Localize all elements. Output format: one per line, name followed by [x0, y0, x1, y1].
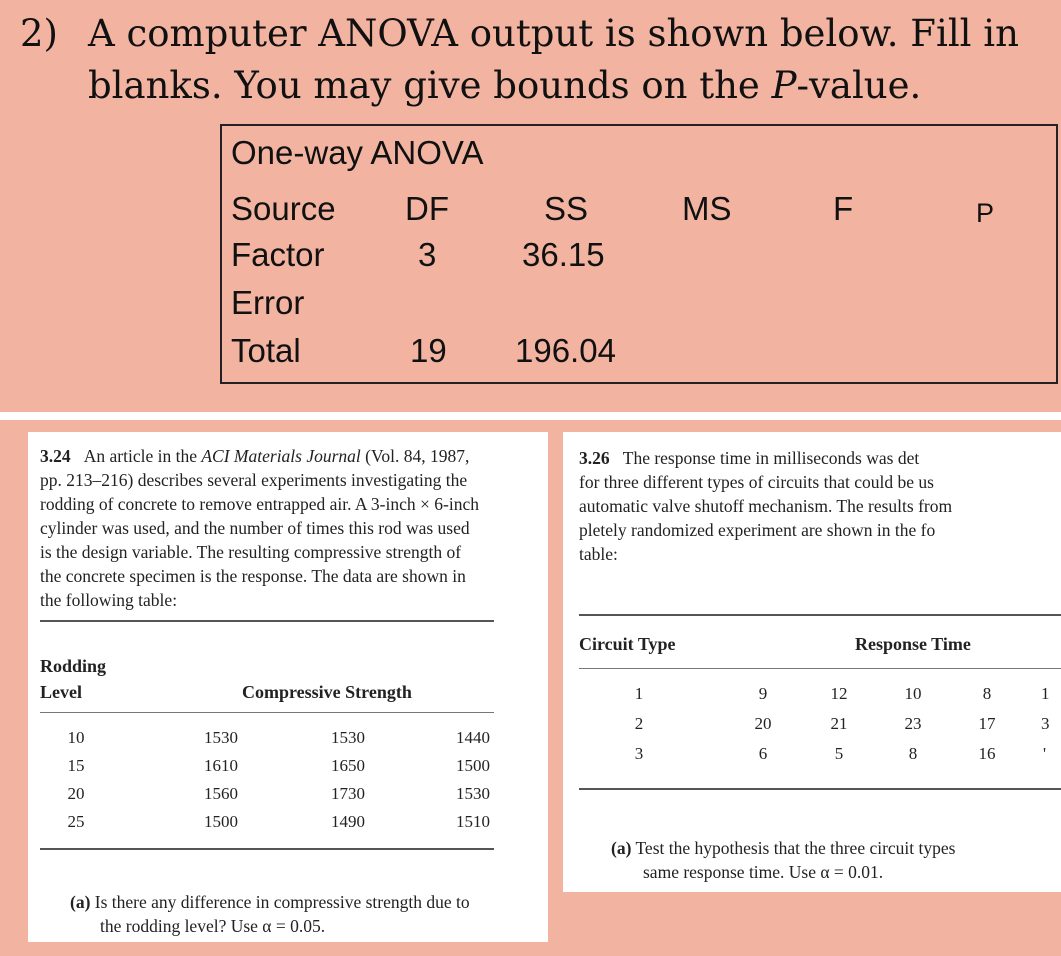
- problem-3-26-line-2: for three different types of circuits that could be us: [579, 472, 934, 492]
- circuit-type: 2: [634, 714, 644, 733]
- row-factor-df: 3: [418, 236, 437, 273]
- row-total-source: Total: [231, 332, 301, 369]
- question-panel: [0, 0, 1061, 412]
- row-total-ss: 196.04: [515, 332, 616, 369]
- strength-value: 1530: [204, 728, 238, 747]
- problem-3-24-line-7: the following table:: [40, 590, 178, 610]
- strength-value: 1440: [456, 728, 490, 747]
- row-factor-ss: 36.15: [522, 236, 605, 273]
- header-ss: SS: [544, 190, 589, 227]
- part-a-label: (a): [611, 838, 632, 858]
- col-header-response-time: Response Time: [855, 634, 971, 654]
- response-value: 8: [982, 684, 992, 703]
- problem-3-24-number: 3.24: [40, 446, 71, 466]
- row-error-source: Error: [231, 284, 305, 321]
- problem-3-26-card: [563, 432, 1061, 892]
- question-number: 2): [20, 12, 58, 55]
- response-value: 8: [908, 744, 918, 763]
- col-header-level: Level: [40, 682, 82, 702]
- problem-3-24-part-a: [70, 890, 540, 938]
- problem-3-26-part-a-line-1: [611, 836, 1061, 860]
- response-value: 5: [834, 744, 844, 763]
- problem-3-24-text: [40, 444, 546, 612]
- strength-value: 1500: [204, 812, 238, 831]
- response-value: 23: [904, 714, 922, 733]
- strength-value: 1510: [456, 812, 490, 831]
- problem-3-24-line-4: cylinder was used, and the number of times this rod was used: [40, 518, 470, 538]
- question-line-2-italic: P: [771, 64, 797, 107]
- problem-3-24-part-a-line-1: [70, 890, 540, 914]
- anova-output-table: [220, 124, 1058, 384]
- problem-3-26-line-1-text: The response time in milliseconds was det: [622, 448, 920, 468]
- strength-value: 1530: [456, 784, 490, 803]
- row-factor-source: Factor: [231, 236, 325, 273]
- row-total-df: 19: [410, 332, 447, 369]
- response-value: 9: [758, 684, 768, 703]
- problem-3-26-line-3: automatic valve shutoff mechanism. The results from: [579, 496, 953, 516]
- problem-3-26-part-a: [611, 836, 1061, 884]
- question-line-2-prefix: blanks. You may give bounds on the: [88, 64, 772, 107]
- strength-value: 1500: [456, 756, 490, 775]
- strength-value: 1610: [204, 756, 238, 775]
- response-value: 3: [1041, 714, 1050, 733]
- table-top-rule: [579, 614, 1061, 616]
- problem-3-24-line-5: is the design variable. The resulting compressive strength of: [40, 542, 462, 562]
- table-top-rule: [40, 620, 494, 622]
- problem-3-26-number: 3.26: [579, 448, 610, 468]
- question-line-2: [88, 60, 921, 112]
- response-value: 20: [754, 714, 772, 733]
- table-header-rule: [579, 668, 1061, 669]
- response-value: 6: [758, 744, 768, 763]
- journal-name: ACI Materials Journal: [201, 446, 361, 466]
- response-value: ': [1043, 744, 1047, 763]
- table-bottom-rule: [579, 788, 1061, 790]
- question-line-2-suffix: -value.: [796, 64, 922, 107]
- response-value: 1: [1041, 684, 1050, 703]
- response-value: 12: [830, 684, 848, 703]
- rodding-level: 15: [67, 756, 85, 775]
- header-df: DF: [405, 190, 449, 227]
- response-value: 16: [978, 744, 996, 763]
- circuit-type: 3: [634, 744, 644, 763]
- header-p: P: [976, 198, 995, 228]
- header-ms: MS: [682, 190, 732, 227]
- rodding-level: 25: [67, 812, 85, 831]
- problem-3-24-line-6: the concrete specimen is the response. The data are shown in: [40, 566, 466, 586]
- circuit-type: 1: [634, 684, 644, 703]
- strength-value: 1730: [331, 784, 365, 803]
- rodding-level: 20: [67, 784, 85, 803]
- col-header-rodding: Rodding: [40, 656, 107, 676]
- part-a-line-1-text: Is there any difference in compressive strength due to: [94, 892, 470, 912]
- problem-3-24-line-1-tail: (Vol. 84, 1987,: [365, 446, 470, 466]
- table-header-rule: [40, 712, 494, 713]
- problem-3-26-text: [579, 446, 1059, 566]
- anova-title: One-way ANOVA: [231, 134, 484, 171]
- problem-3-26-line-4: pletely randomized experiment are shown in the fo: [579, 520, 936, 540]
- strength-value: 1560: [204, 784, 238, 803]
- problem-3-24-line-2: pp. 213–216) describes several experiments investigating the: [40, 470, 468, 490]
- table-bottom-rule: [40, 848, 494, 850]
- problem-3-24-intro: An article in the: [83, 446, 202, 466]
- rodding-level: 10: [67, 728, 85, 747]
- header-source: Source: [231, 190, 336, 227]
- part-a-line-1-text: Test the hypothesis that the three circuit types: [635, 838, 956, 858]
- header-f: F: [833, 190, 854, 227]
- problem-3-26-line-5: table:: [579, 544, 618, 564]
- problem-3-24-line-1: [40, 444, 546, 468]
- col-header-circuit-type: Circuit Type: [579, 634, 676, 654]
- response-value: 21: [830, 714, 848, 733]
- part-a-label: (a): [70, 892, 91, 912]
- problem-3-24-line-3: rodding of concrete to remove entrapped air. A 3-inch × 6-inch: [40, 494, 479, 514]
- divider-strip: [0, 412, 1061, 420]
- problem-3-24-card: [28, 432, 548, 942]
- strength-value: 1490: [331, 812, 365, 831]
- problem-3-24-part-a-line-2: the rodding level? Use α = 0.05.: [100, 916, 326, 936]
- problem-3-26-part-a-line-2: same response time. Use α = 0.01.: [643, 862, 884, 882]
- response-value: 17: [978, 714, 996, 733]
- strength-value: 1530: [331, 728, 365, 747]
- col-header-compressive-strength: Compressive Strength: [242, 682, 412, 702]
- problem-3-26-line-1: [579, 446, 1059, 470]
- response-value: 10: [904, 684, 922, 703]
- question-line-1: A computer ANOVA output is shown below. Fill in: [88, 12, 1019, 55]
- strength-value: 1650: [331, 756, 365, 775]
